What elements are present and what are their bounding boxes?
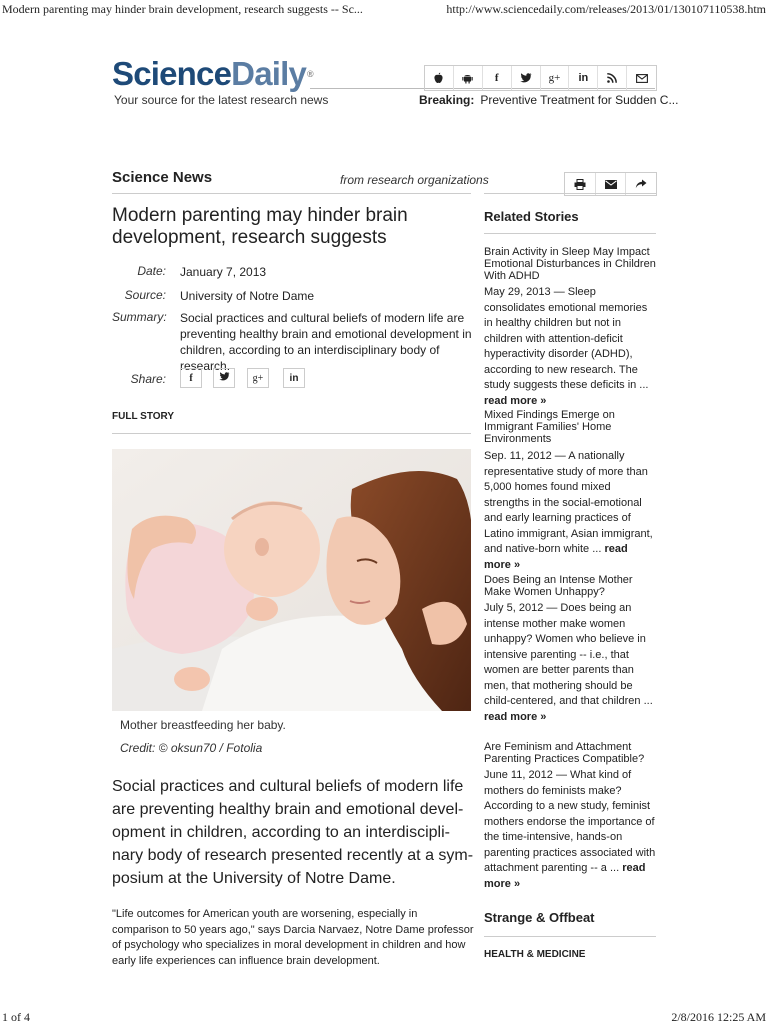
health-medicine-label[interactable]: HEALTH & MEDICINE	[484, 949, 586, 960]
social-icon-bar	[424, 65, 657, 91]
logo-science: Science	[112, 55, 232, 92]
article-source: University of Notre Dame	[180, 289, 315, 303]
related-story-summary: Sep. 11, 2012 — A nationally representative study of more than 5,000 homes found mixed strengths in the social-emotional and early learning practices of Latino immigrant, Asian immigrant, and native-born white ...	[484, 450, 653, 555]
related-story-summary: July 5, 2012 — Does being an intense mother make women unhappy? Women who believe in intensive parenting -- i.e., that women are better parents than men, that mothering should be child-centered, and that children ...	[484, 602, 653, 707]
read-more-link[interactable]: read more »	[484, 710, 547, 723]
share-label: Share:	[130, 372, 166, 386]
google-plus-icon: g+	[252, 372, 264, 384]
email-icon[interactable]	[596, 173, 627, 195]
print-url: http://www.sciencedaily.com/releases/2013/01/130107110538.htm	[446, 2, 766, 16]
related-stories-title: Related Stories	[484, 209, 579, 224]
related-story-text	[484, 601, 656, 725]
related-story-title[interactable]: Does Being an Intense Mother Make Women Unhappy?	[484, 574, 633, 598]
related-story-summary: June 11, 2012 — What kind of mothers do feminists make? According to a new study, feminist mothers endorse the importance of the time-intensive, hands-on parenting practices associated with attachment parenting -- a ...	[484, 769, 656, 874]
share-googleplus-button[interactable]	[247, 368, 269, 388]
email-icon[interactable]	[627, 66, 656, 90]
article-date: January 7, 2013	[180, 265, 267, 279]
source-label: Source:	[124, 288, 166, 302]
rss-icon[interactable]	[598, 66, 627, 90]
share-arrow-icon[interactable]	[626, 173, 656, 195]
photo-credit: Credit: © oksun70 / Fotolia	[120, 741, 263, 755]
apple-icon[interactable]	[425, 66, 454, 90]
share-twitter-button[interactable]	[213, 368, 235, 388]
article-body-paragraph: "Life outcomes for American youth are worsening, especially in comparison to 50 years ago," says Darcia Narvaez, Notre Dame professor of psychology who specializes in moral development in children and how early life experiences can influence brain development.	[112, 908, 474, 967]
sidebar-top-divider	[484, 193, 656, 194]
site-logo[interactable]	[112, 54, 313, 94]
photo-caption: Mother breastfeeding her baby.	[120, 718, 286, 732]
strange-offbeat-title: Strange & Offbeat	[484, 910, 595, 925]
breaking-news[interactable]	[419, 93, 678, 107]
article-photo	[112, 449, 471, 711]
twitter-icon	[219, 372, 230, 384]
section-subtitle: from research organizations	[340, 173, 489, 187]
related-story-text	[484, 768, 656, 892]
android-icon[interactable]	[454, 66, 483, 90]
google-plus-icon[interactable]: g+	[541, 66, 570, 90]
print-icon[interactable]	[565, 173, 596, 195]
facebook-icon[interactable]: f	[483, 66, 512, 90]
breaking-text: Preventive Treatment for Sudden C...	[480, 93, 679, 107]
share-facebook-button[interactable]	[180, 368, 202, 388]
summary-label: Summary:	[112, 310, 167, 324]
related-story-text	[484, 449, 656, 573]
logo-daily: Daily	[231, 55, 307, 92]
related-story-title[interactable]: Mixed Findings Emerge on Immigrant Families' Home Environments	[484, 409, 615, 445]
article-summary: Social practices and cultural beliefs of modern life are preventing healthy brain and emotional development in children, according to an interdisciplinary body of research.	[180, 311, 472, 373]
linkedin-icon: in	[289, 372, 299, 384]
strange-divider	[484, 936, 656, 937]
logo-registered: ®	[307, 69, 313, 79]
article-lede: Social practices and cultural beliefs of modern life are preventing healthy brain and emotional development in children, according to an interdisciplinary body of research presented recently at a symposium at the University of Notre Dame.	[112, 778, 474, 887]
read-more-link[interactable]: read more »	[484, 543, 628, 571]
date-label: Date:	[137, 264, 166, 278]
related-divider	[484, 233, 656, 234]
full-story-label: FULL STORY	[112, 411, 175, 422]
twitter-icon[interactable]	[512, 66, 541, 90]
full-story-divider	[112, 433, 471, 434]
related-story-text	[484, 285, 656, 409]
print-datetime: 2/8/2016 12:25 AM	[671, 1010, 766, 1024]
print-page-number: 1 of 4	[2, 1010, 30, 1024]
facebook-icon: f	[189, 372, 193, 384]
share-linkedin-button[interactable]	[283, 368, 305, 388]
section-divider	[112, 193, 471, 194]
related-story-title[interactable]: Are Feminism and Attachment Parenting Practices Compatible?	[484, 741, 645, 765]
linkedin-icon[interactable]: in	[569, 66, 598, 90]
related-story-title[interactable]: Brain Activity in Sleep May Impact Emotional Disturbances in Children With ADHD	[484, 246, 656, 282]
read-more-link[interactable]: read more »	[484, 862, 646, 890]
section-title: Science News	[112, 169, 213, 186]
related-story-summary: May 29, 2013 — Sleep consolidates emotional memories in healthy children but not in children with attention-deficit hyperactivity disorder (ADHD), according to new research. The study suggests these deficits in ...	[484, 286, 649, 391]
tagline: Your source for the latest research news	[114, 93, 329, 107]
read-more-link[interactable]: read more »	[484, 394, 547, 407]
breaking-label: Breaking:	[419, 93, 475, 107]
print-page-title: Modern parenting may hinder brain development, research suggests -- Sc...	[2, 2, 363, 16]
article-headline: Modern parenting may hinder brain development, research suggests	[112, 205, 408, 248]
